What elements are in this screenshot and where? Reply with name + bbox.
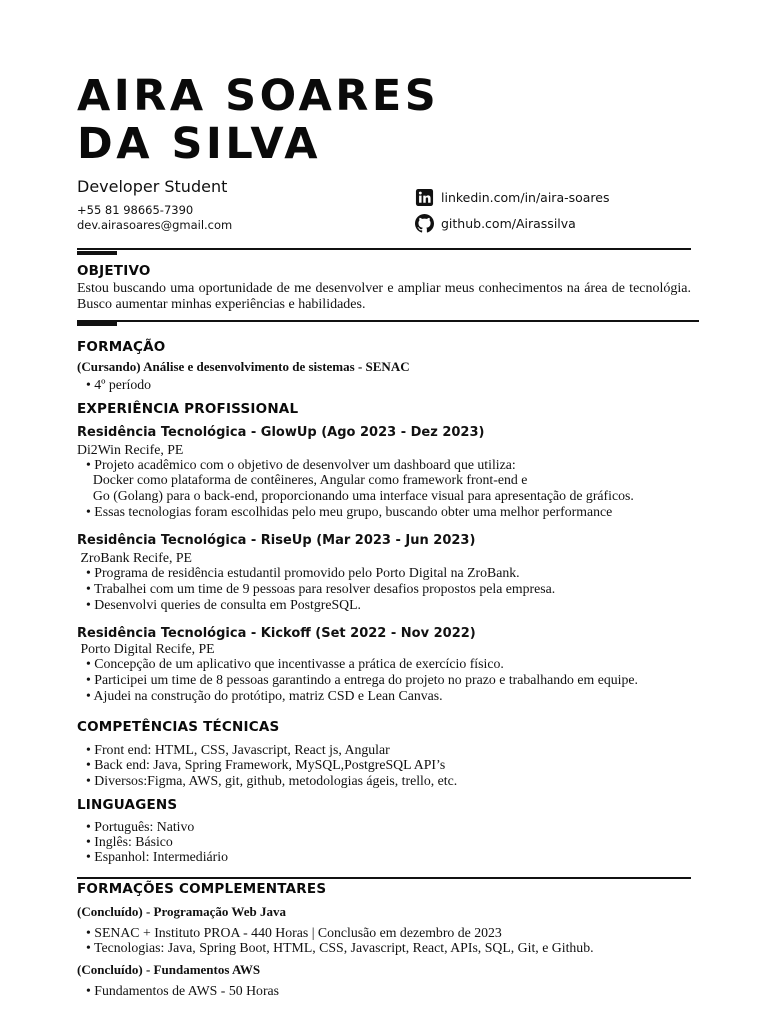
list-item: • Inglês: Básico [86,834,173,849]
linkedin-icon [415,188,434,207]
job-title: Residência Tecnológica - RiseUp (Mar 2023 - Jun 2023) [77,533,476,548]
formacao-course: (Cursando) Análise e desenvolvimento de sistemas - SENAC [77,359,410,374]
divider [77,320,699,322]
role-title: Developer Student [77,177,228,196]
divider [77,877,691,879]
phone-number: +55 81 98665-7390 [77,203,194,217]
email-address[interactable]: dev.airasoares@gmail.com [77,218,233,232]
list-item: • Participei um time de 8 pessoas garantindo a entrega do projeto no prazo e trabalhando em equipe. [86,672,638,687]
list-item: • Tecnologias: Java, Spring Boot, HTML, CSS, Javascript, React, APIs, SQL, Git, e Github. [86,940,594,955]
list-item: • Ajudei na construção do protótipo, matriz CSD e Lean Canvas. [86,688,443,703]
list-item: • Programa de residência estudantil promovido pelo Porto Digital na ZroBank. [86,565,520,580]
course-title: (Concluído) - Fundamentos AWS [77,962,261,977]
section-title-formacao: FORMAÇÃO [77,339,166,355]
section-title-competencias: COMPETÊNCIAS TÉCNICAS [77,719,280,735]
job-title: Residência Tecnológica - GlowUp (Ago 2023 - Dez 2023) [77,425,485,440]
list-item: • Essas tecnologias foram escolhidas pelo meu grupo, buscando obter uma melhor performance [86,504,613,519]
list-item: Go (Golang) para o back-end, proporcionando uma interface visual para apresentação de gráficos. [86,488,634,503]
github-link[interactable] [415,214,576,233]
objetivo-text: Estou buscando uma oportunidade de me desenvolver e ampliar meus conhecimentos na área de tecnológia. Busco aumentar minhas experiências e habilidades. [77,281,691,312]
section-title-experiencia: EXPERIÊNCIA PROFISSIONAL [77,401,299,417]
list-item: • Back end: Java, Spring Framework, MySQL,PostgreSQL API’s [86,757,446,772]
list-item: • Fundamentos de AWS - 50 Horas [86,983,280,998]
linkedin-text: linkedin.com/in/aira-soares [441,190,610,205]
job-title: Residência Tecnológica - Kickoff (Set 2022 - Nov 2022) [77,626,476,641]
list-item: • Concepção de um aplicativo que incentivasse a prática de exercício físico. [86,656,504,671]
section-title-complementares: FORMAÇÕES COMPLEMENTARES [77,881,327,897]
list-item: • Desenvolvi queries de consulta em PostgreSQL. [86,597,361,612]
name-line-2: DA SILVA [77,119,322,169]
list-item: Docker como plataforma de contêineres, Angular como framework front-end e [86,472,528,487]
job-company: Porto Digital Recife, PE [77,641,215,656]
list-item: • SENAC + Instituto PROA - 440 Horas | Conclusão em dezembro de 2023 [86,925,502,940]
list-item: • Front end: HTML, CSS, Javascript, React js, Angular [86,742,390,757]
github-icon [415,214,434,233]
section-title-linguagens: LINGUAGENS [77,797,178,813]
list-item: • Português: Nativo [86,819,195,834]
linkedin-link[interactable] [415,188,610,207]
job-company: Di2Win Recife, PE [77,442,184,457]
divider-accent [77,251,117,255]
list-item: • 4º período [86,377,152,392]
list-item: • Projeto acadêmico com o objetivo de desenvolver um dashboard que utiliza: [86,457,516,472]
divider-accent [77,322,117,326]
divider [77,248,691,250]
course-title: (Concluído) - Programação Web Java [77,904,286,919]
section-title-objetivo: OBJETIVO [77,263,151,279]
list-item: • Diversos:Figma, AWS, git, github, metodologias ágeis, trello, etc. [86,773,458,788]
github-text: github.com/Airassilva [441,216,576,231]
list-item: • Trabalhei com um time de 9 pessoas para resolver desafios propostos pela empresa. [86,581,556,596]
name-line-1: AIRA SOARES [77,71,440,121]
job-company: ZroBank Recife, PE [77,550,192,565]
list-item: • Espanhol: Intermediário [86,849,228,864]
